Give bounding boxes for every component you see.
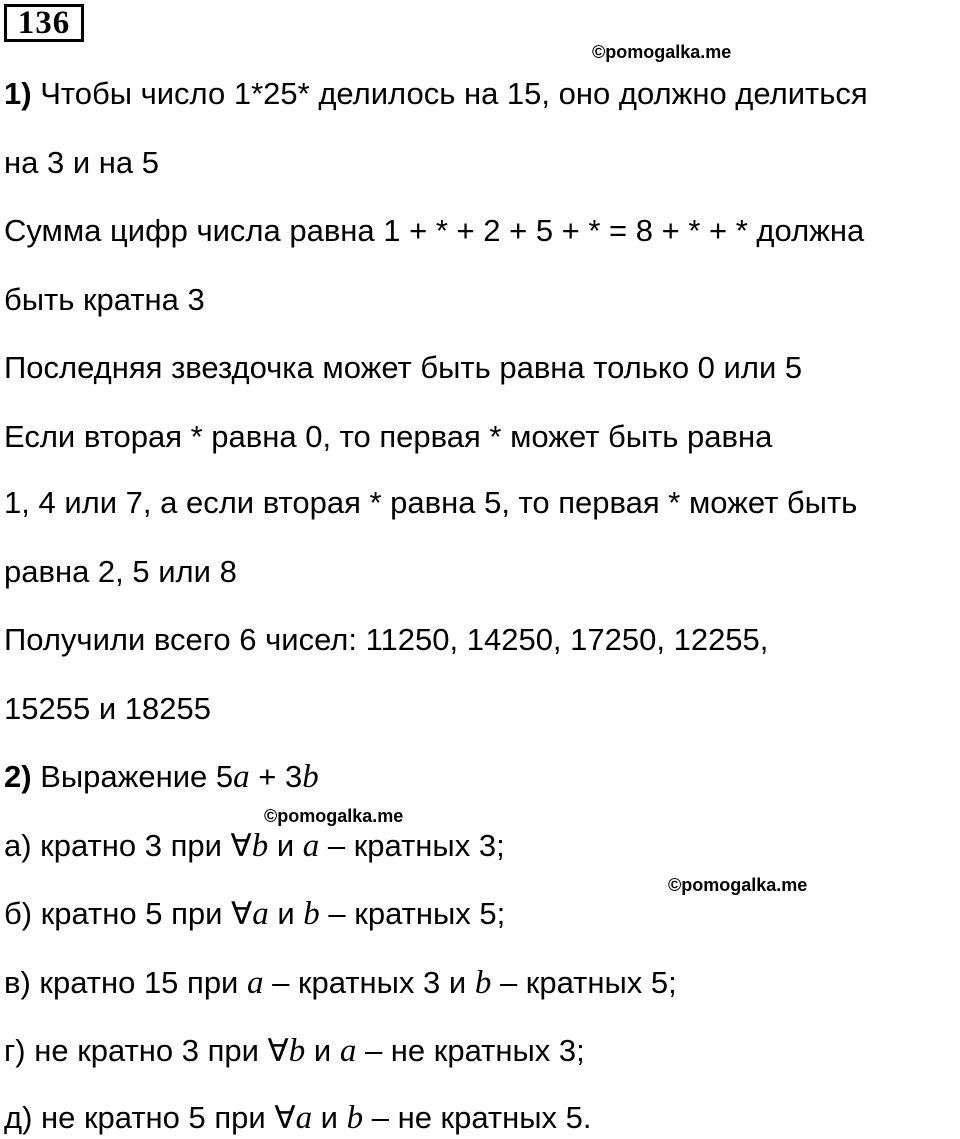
item-var: b (251, 828, 269, 864)
item-var: b (474, 965, 492, 1001)
item-text: и (305, 1033, 340, 1068)
part2-label: 2) (4, 759, 32, 794)
item-text: – кратных 5; (319, 896, 506, 931)
part2-intro (4, 757, 319, 797)
item-text: г) не кратно 3 при ∀ (4, 1033, 289, 1068)
item-text: – кратных 5; (491, 965, 677, 1000)
item-text: а) кратно 3 при ∀ (4, 828, 252, 863)
part2-item-v (4, 963, 677, 1003)
part1-line: на 3 и на 5 (4, 145, 159, 180)
item-text: д) не кратно 5 при ∀ (4, 1100, 296, 1135)
part2-intro-plus: + 3 (249, 759, 303, 794)
part2-item-g (4, 1031, 585, 1071)
watermark: ©pomogalka.me (668, 875, 808, 895)
part1-text: Чтобы число 1*25* делилось на 15, оно должно делиться (31, 76, 868, 111)
item-text: б) кратно 5 при ∀ (4, 896, 253, 931)
part1-line: равна 2, 5 или 8 (4, 554, 237, 589)
item-text: и (312, 1100, 347, 1135)
item-var: a (302, 828, 320, 864)
var-a: a (233, 759, 250, 795)
watermark: ©pomogalka.me (592, 42, 732, 62)
item-var: a (339, 1033, 357, 1069)
part1-line: Если вторая * равна 0, то первая * может быть равна (4, 419, 773, 454)
part1-line: 15255 и 18255 (4, 691, 211, 726)
item-text: и (268, 896, 304, 931)
part2-item-b (4, 894, 505, 934)
part1-line: 1, 4 или 7, а если вторая * равна 5, то первая * может быть (4, 485, 858, 520)
item-text: – не кратных 3; (356, 1033, 585, 1068)
item-var: b (346, 1100, 364, 1136)
var-b: b (302, 759, 319, 795)
item-var: b (288, 1033, 306, 1069)
problem-number: 136 (4, 4, 84, 42)
part1-line: Получили всего 6 чисел: 11250, 14250, 17250, 12255, (4, 622, 769, 657)
part1-label: 1) (4, 76, 32, 111)
item-var: b (303, 896, 320, 932)
part2-intro-text: Выражение 5 (31, 759, 234, 794)
item-var: a (252, 896, 269, 932)
part2-item-a (4, 826, 505, 866)
item-var: a (295, 1100, 313, 1136)
item-text: в) кратно 15 при (4, 965, 247, 1000)
item-text: – кратных 3 и (263, 965, 475, 1000)
part1-line: Последняя звездочка может быть равна только 0 или 5 (4, 350, 803, 385)
item-var: a (247, 965, 264, 1001)
part2-item-d (4, 1098, 591, 1138)
watermark: ©pomogalka.me (264, 806, 404, 826)
item-text: – не кратных 5. (363, 1100, 592, 1135)
item-text: – кратных 3; (319, 828, 505, 863)
part1-line: быть кратна 3 (4, 282, 205, 317)
item-text: и (268, 828, 303, 863)
part1-line: Сумма цифр числа равна 1 + * + 2 + 5 + * = 8 + * + * должна (4, 213, 865, 248)
part1-line (4, 74, 868, 114)
